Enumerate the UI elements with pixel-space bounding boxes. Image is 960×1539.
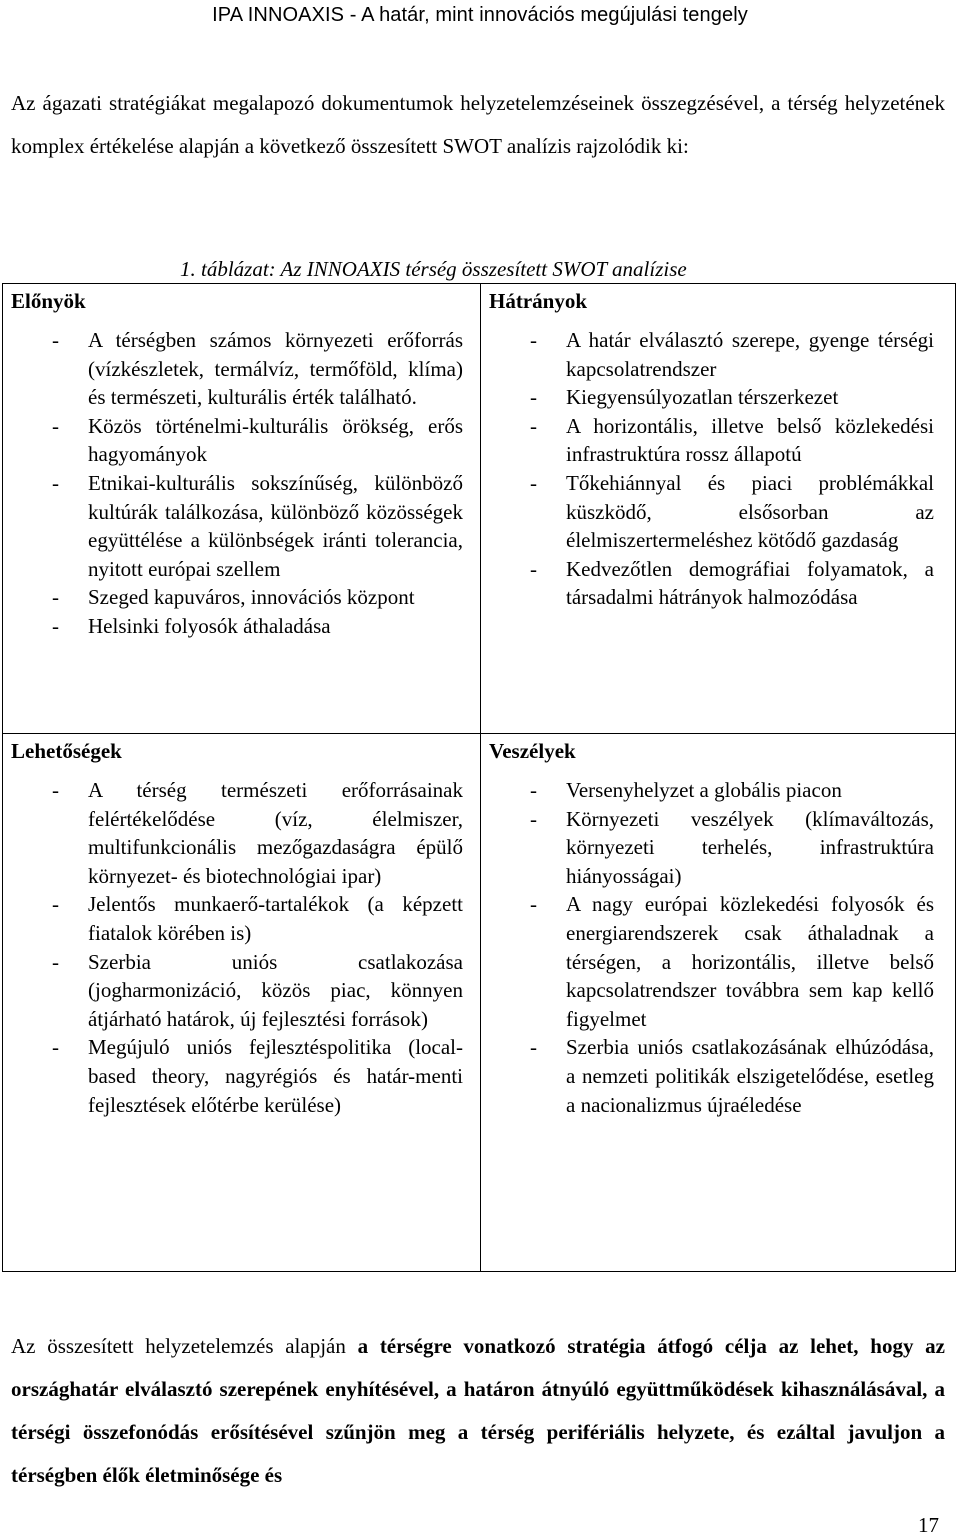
running-header: IPA INNOAXIS - A határ, mint innovációs megújulási tengely — [212, 4, 748, 26]
weaknesses-title: Hátrányok — [489, 289, 588, 313]
list-item: - Környezeti veszélyek (klímaváltozás, környezeti terhelés, infrastruktúra hiányosságai) — [566, 805, 934, 891]
threats-cell — [481, 734, 956, 1272]
conclusion-paragraph — [11, 1325, 945, 1497]
threats-list — [481, 776, 934, 1119]
list-item: - A térségben számos környezeti erőforrás (vízkészletek, termálvíz, termőföld, klíma) és természeti, kulturális érték található. — [88, 326, 463, 412]
conclusion-lead: Az összesített helyzetelemzés alapján — [11, 1334, 358, 1358]
page-number: 17 — [918, 1513, 939, 1537]
strengths-cell — [3, 284, 481, 734]
opportunities-list — [3, 776, 463, 1119]
list-item: - Szerbia uniós csatlakozásának elhúzódása, a nemzeti politikák elszigetelődése, esetleg a nacionalizmus újraéledése — [566, 1033, 934, 1119]
list-item: - Tőkehiánnyal és piaci problémákkal küszködő, elsősorban az élelmiszertermeléshez kötődő gazdaság — [566, 469, 934, 555]
list-item: - Megújuló uniós fejlesztéspolitika (local-based theory, nagyrégiós és határ-menti fejlesztések előtérbe kerülése) — [88, 1033, 463, 1119]
list-item: - Közös történelmi-kulturális örökség, erős hagyományok — [88, 412, 463, 469]
threats-title: Veszélyek — [489, 739, 576, 763]
opportunities-title: Lehetőségek — [11, 739, 122, 763]
list-item: - A horizontális, illetve belső közlekedési infrastruktúra rossz állapotú — [566, 412, 934, 469]
strengths-list — [3, 326, 463, 641]
strengths-title: Előnyök — [11, 289, 86, 313]
opportunities-cell — [3, 734, 481, 1272]
list-item: - Versenyhelyzet a globális piacon — [566, 776, 934, 805]
intro-paragraph: Az ágazati stratégiákat megalapozó dokumentumok helyzetelemzéseinek összegzésével, a térség helyzetének komplex értékelése alapján a következő összesített SWOT analízis rajzolódik ki: — [11, 91, 945, 158]
conclusion-emphasis: a térségre vonatkozó stratégia átfogó célja az lehet, hogy az országhatár elválasztó szerepének enyhítésével, a határon átnyúló együttműködések kihasználásával, a térségi összefonódás erősítésével szűnjön meg a térség perifériális helyzete, és ezáltal javuljon a térségben élők életminősége és — [11, 1334, 945, 1487]
swot-table — [2, 283, 956, 1272]
weaknesses-list — [481, 326, 934, 612]
list-item: - A határ elválasztó szerepe, gyenge térségi kapcsolatrendszer — [566, 326, 934, 383]
weaknesses-cell — [481, 284, 956, 734]
table-caption: 1. táblázat: Az INNOAXIS térség összesített SWOT analízise — [180, 257, 687, 281]
list-item: - Kedvezőtlen demográfiai folyamatok, a társadalmi hátrányok halmozódása — [566, 555, 934, 612]
list-item: - Szeged kapuváros, innovációs központ — [88, 583, 463, 612]
list-item: - A térség természeti erőforrásainak felértékelődése (víz, élelmiszer, multifunkcionális mezőgazdaságra épülő környezet- és biotechnológiai ipar) — [88, 776, 463, 890]
list-item: - Helsinki folyosók áthaladása — [88, 612, 463, 641]
list-item: - Kiegyensúlyozatlan térszerkezet — [566, 383, 934, 412]
list-item: - Szerbia uniós csatlakozása (jogharmonizáció, közös piac, könnyen átjárható határok, új fejlesztési források) — [88, 948, 463, 1034]
list-item: - A nagy európai közlekedési folyosók és energiarendszerek csak áthaladnak a térségen, a horizontális, illetve belső kapcsolatrendszer továbbra sem kap kellő figyelmet — [566, 890, 934, 1033]
list-item: - Etnikai-kulturális sokszínűség, különböző kultúrák találkozása, különböző közösségek együttélése a különbségek iránti tolerancia, nyitott európai szellem — [88, 469, 463, 583]
list-item: - Jelentős munkaerő-tartalékok (a képzett fiatalok körében is) — [88, 890, 463, 947]
